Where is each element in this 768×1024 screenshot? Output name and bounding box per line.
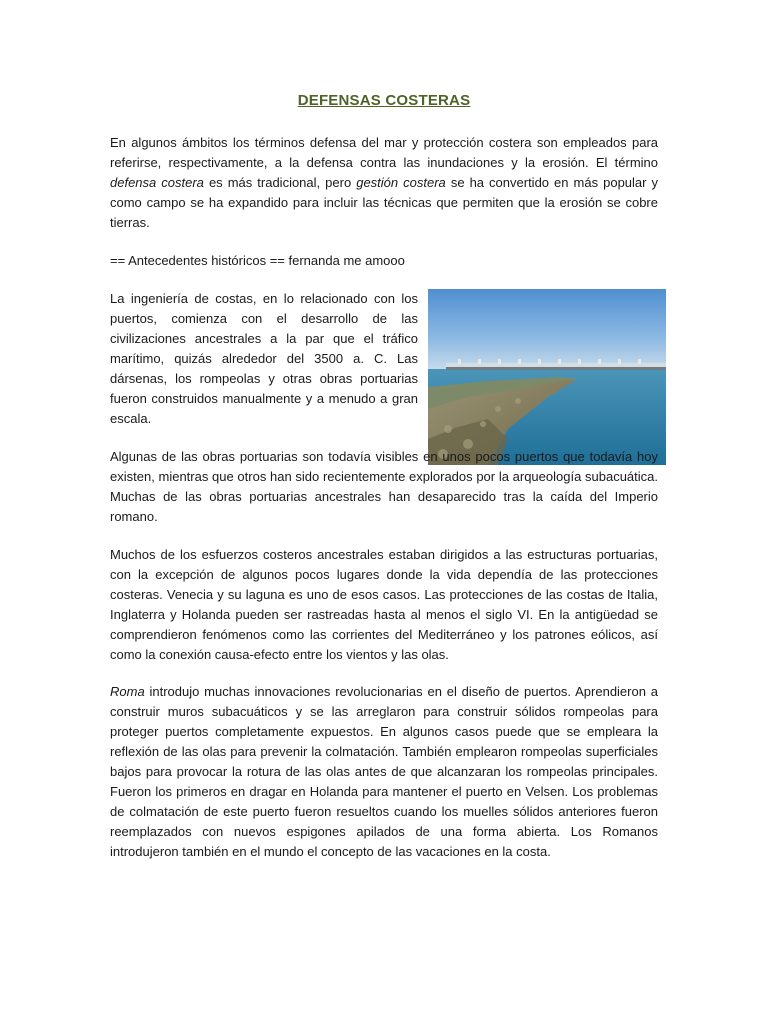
intro-italic-gestion-costera: gestión costera	[356, 175, 446, 190]
paragraph-ingenieria: La ingeniería de costas, en lo relacionado con los puertos, comienza con el desarrollo de las civilizaciones ancestrales a la par que el tráfico marítimo, quizás alrededor del 3500 a. C. Las dársenas, los rompeolas y otras obras portuarias fueron construidos manualmente y a menudo a gran escala.	[110, 291, 418, 426]
paragraph-roma	[110, 682, 658, 862]
roma-italic: Roma	[110, 684, 145, 699]
section-heading-antecedentes: == Antecedentes históricos == fernanda me amooo	[110, 253, 405, 268]
document-title: DEFENSAS COSTERAS	[297, 92, 471, 109]
paragraph-obras-visibles: Algunas de las obras portuarias son todavía visibles en unos pocos puertos que todavía hoy existen, mientras que otros han sido recientemente explorados por la arqueología subacuática. Muchas de las obras portuarias ancestrales han desaparecido tras la caída del Imperio romano.	[110, 449, 658, 524]
breakwater-photo	[428, 289, 666, 465]
intro-text-c: es más tradicional, pero	[203, 175, 357, 190]
paragraph-intro	[110, 133, 658, 233]
paragraph-esfuerzos-ancestrales: Muchos de los esfuerzos costeros ancestrales estaban dirigidos a las estructuras portuarias, con la excepción de algunos pocos lugares donde la vida dependía de las protecciones costeras. Venecia y su laguna es uno de esos casos. Las protecciones de las costas de Italia, Inglaterra y Holanda pueden ser rastreadas hasta al menos el siglo VI. En la antigüedad se comprendieron fenómenos como las corrientes del Mediterráneo y los patrones eólicos, así como la conexión causa-efecto entre los vientos y las olas.	[110, 547, 658, 662]
intro-italic-defensa-costera: defensa costera	[110, 175, 204, 190]
roma-text: introdujo muchas innovaciones revolucionarias en el diseño de puertos. Aprendieron a construir muros subacuáticos y se las arreglaron para construir sólidos rompeolas para proteger puertos completamente expuestos. En algunos casos puede que se empleara la reflexión de las olas para prevenir la colmatación. También emplearon rompeolas superficiales bajos para provocar la rotura de las olas antes de que alcanzaran los rompeolas principales. Fueron los primeros en dragar en Holanda para mantener el puerto en Velsen. Los problemas de colmatación de este puerto fueron resueltos cuando los muelles sólidos anteriores fueron reemplazados con nuevos espigones apilados de una forma abierta. Los Romanos introdujeron también en el mundo el concepto de las vacaciones en la costa.	[110, 684, 658, 859]
intro-text-a: En algunos ámbitos los términos defensa del mar y protección costera son empleados para referirse, respectivamente, a la defensa contra las inundaciones y la erosión. El término	[110, 135, 658, 170]
intro-text-e: se ha convertido en más popular y como campo se ha expandido para incluir las técnicas que permiten que la erosión se cobre tierras.	[110, 175, 659, 230]
